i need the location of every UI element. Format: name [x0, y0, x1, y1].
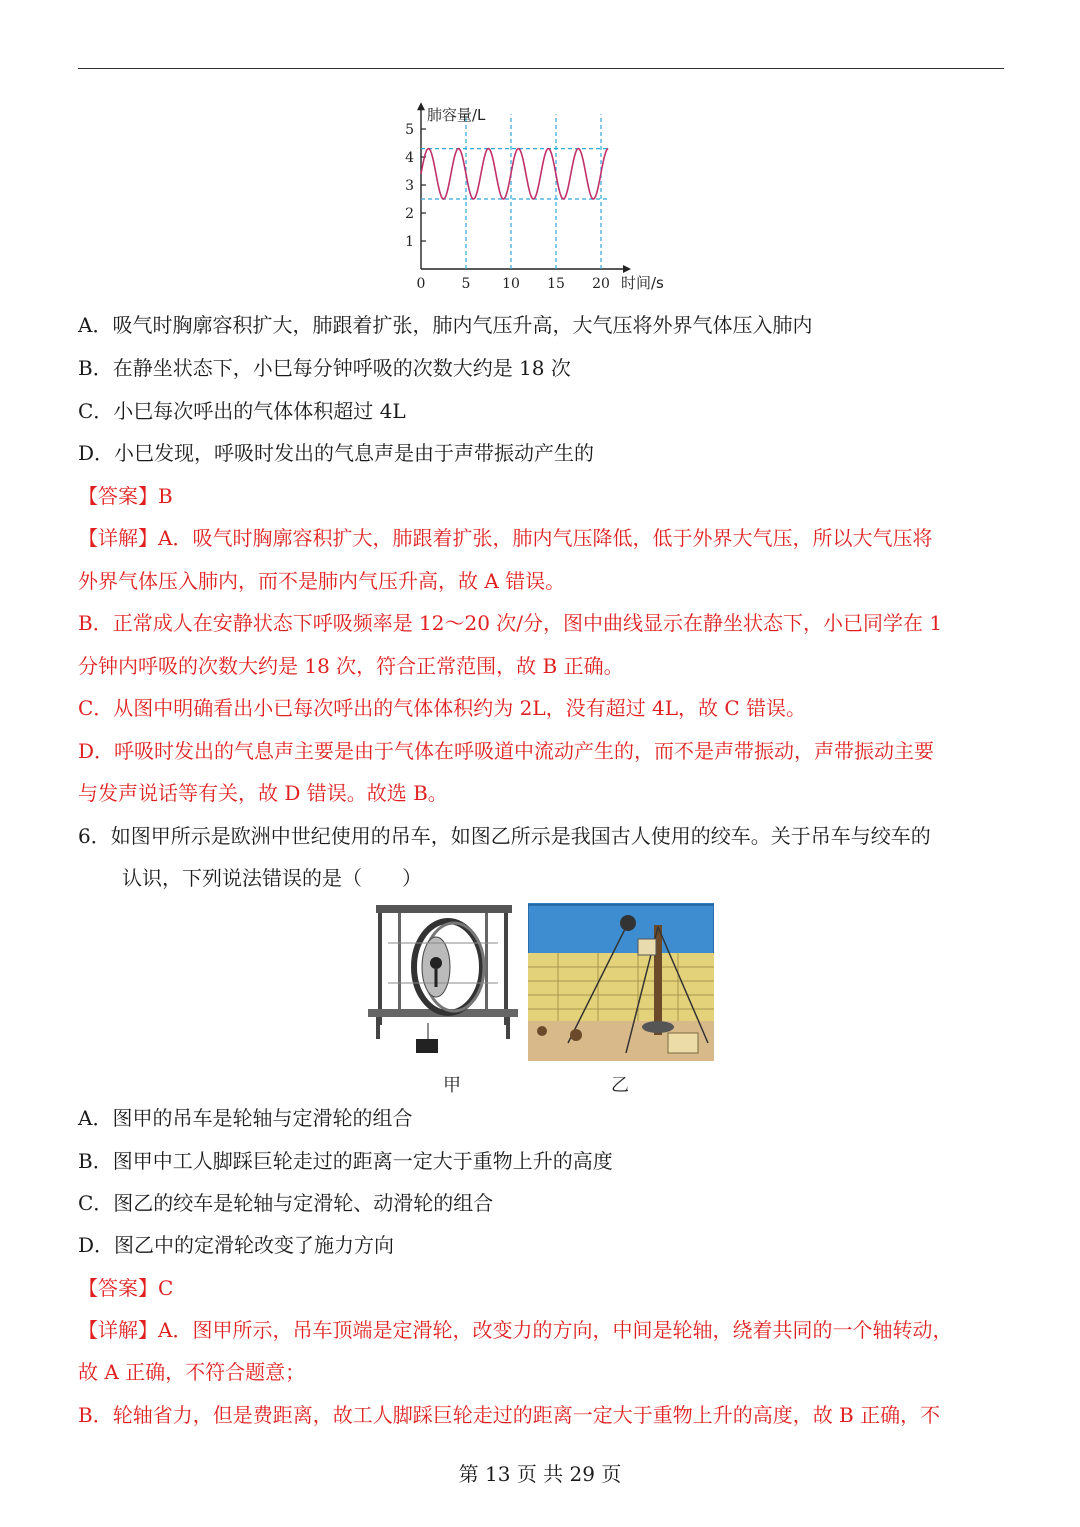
q6-explain-line: 【详解】A．图甲所示，吊车顶端是定滑轮，改变力的方向，中间是轮轴，绕着共同的一个轴转动， [78, 1318, 953, 1342]
y-tick-label: 4 [405, 150, 414, 166]
q5-option-d: D．小巳发现，呼吸时发出的气息声是由于声带振动产生的 [78, 441, 595, 465]
q6-stem-continued: 认识，下列说法错误的是（ ） [122, 866, 422, 890]
q5-explain-line: C．从图中明确看出小已每次呼出的气体体积约为 2L，没有超过 4L，故 C 错误。 [78, 696, 807, 720]
x-axis-label: 时间/s [621, 274, 664, 292]
x-tick-label: 5 [461, 276, 471, 292]
y-tick-label: 1 [405, 234, 414, 250]
y-axis-arrow [417, 102, 425, 110]
x-tick-label: 0 [416, 276, 426, 292]
x-tick-label: 10 [502, 276, 520, 292]
q6-stem: 6．如图甲所示是欧洲中世纪使用的吊车，如图乙所示是我国古人使用的绞车。关于吊车与绞车的 [78, 824, 931, 848]
y-tick-label: 3 [405, 178, 414, 194]
x-tick-label: 20 [592, 276, 610, 292]
lung-volume-chart [395, 84, 685, 294]
q6-explain-line: 故 A 正确，不符合题意； [78, 1360, 306, 1384]
lung-volume-curve [421, 149, 608, 199]
q6-explain-line: B．轮轴省力，但是费距离，故工人脚踩巨轮走过的距离一定大于重物上升的高度，故 B 正确，不 [78, 1403, 941, 1427]
q6-option-b: B．图甲中工人脚踩巨轮走过的距离一定大于重物上升的高度 [78, 1149, 613, 1173]
q5-explain-line: 与发声说话等有关，故 D 错误。故选 B。 [78, 781, 448, 805]
y-tick-label: 2 [405, 206, 414, 222]
q5-option-a: A．吸气时胸廓容积扩大，肺跟着扩张，肺内气压升高，大气压将外界气体压入肺内 [78, 313, 813, 337]
q5-explain-line: 【详解】A．吸气时胸廓容积扩大，肺跟着扩张，肺内气压降低，低于外界大气压，所以大气压将 [78, 526, 933, 550]
q5-explain-line: B．正常成人在安静状态下呼吸频率是 12～20 次/分，图中曲线显示在静坐状态下，小已同学在 1 [78, 611, 943, 635]
q6-option-a: A．图甲的吊车是轮轴与定滑轮的组合 [78, 1106, 413, 1130]
figure-windlass-image [528, 903, 714, 1061]
q5-explain-line: D．呼吸时发出的气息声主要是由于气体在呼吸道中流动产生的，而不是声带振动，声带振动主要 [78, 739, 935, 763]
q5-explain-line: 分钟内呼吸的次数大约是 18 次，符合正常范围，故 B 正确。 [78, 654, 624, 678]
q5-answer: 【答案】B [78, 484, 173, 508]
x-axis-arrow [623, 265, 631, 273]
header-rule [78, 68, 1004, 69]
figure-crane-image [368, 903, 518, 1061]
q6-answer: 【答案】C [78, 1276, 174, 1300]
figure-caption-right: 乙 [611, 1075, 629, 1096]
figure-caption-left: 甲 [443, 1075, 461, 1096]
q5-option-b: B．在静坐状态下，小巳每分钟呼吸的次数大约是 18 次 [78, 356, 571, 380]
y-tick-label: 5 [405, 122, 414, 138]
y-axis-label: 肺容量/L [427, 106, 486, 125]
q5-option-c: C．小巳每次呼出的气体体积超过 4L [78, 399, 406, 423]
x-tick-label: 15 [547, 276, 565, 292]
q6-option-d: D．图乙中的定滑轮改变了施力方向 [78, 1233, 395, 1257]
q5-explain-line: 外界气体压入肺内，而不是肺内气压升高，故 A 错误。 [78, 569, 566, 593]
q6-option-c: C．图乙的绞车是轮轴与定滑轮、动滑轮的组合 [78, 1191, 494, 1215]
page-footer: 第 13 页 共 29 页 [458, 1462, 622, 1486]
